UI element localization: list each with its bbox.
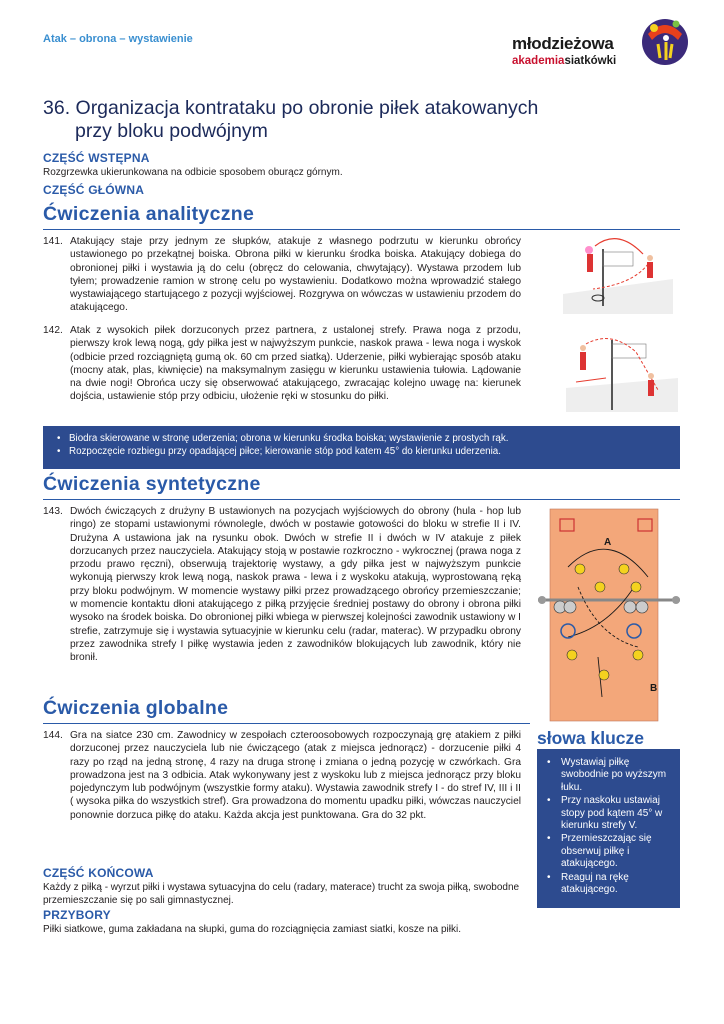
keyword-item: • Przy naskoku ustawiaj stopy pod kątem 45° w kierunku strefy V. xyxy=(547,795,674,832)
note-item: • Biodra skierowane w stronę uderzenia; obrona w kierunku środka boiska; wystawienie z prostych rąk. xyxy=(57,432,680,445)
note-item: • Rozpoczęcie rozbiegu przy opadającej piłce; kierowanie stóp pod katem 45° do kierunku uderzenia. xyxy=(57,445,680,458)
exercise-143: 143. Dwóch ćwiczących z drużyny B ustawionych na pozycjach wyjściowych do obrony (hula - hop lub ringo) ze stopami ustawionymi równolegle, dwóch w postawie gotowości do bloku w strefie II i IV. Drużyna A ustawiona jak na rysunku obok. Dwóch w strefie II i dwóch w IV atakuje z piłek dorzucanych przez nauczyciela. Atakujący stoją w postawie rozkroczno - wykrocznej (prawa noga z przodu prawo ręczni), obserwują trajektorię wystawy, a gdy piłka jest w najwyższym punkcie wykonują pierwszy krok lewą nogą, naskok prawa - lewa i z wyskoku atakują, wyprostowaną ręką przy bloku podwójnym. W momencie wystawy piłki przez prowadzącego obrońcy przemieszczanie; w momencie kontaktu dłoni atakującego z piłką przyjęcie średniej postawy do obrony i obrona piłki wysoko na środek boiska. Do obronionej piłki wbiega w pierwszej kolejności zawodnik ustawiony w I strefie, zatrzymuje się i wystawia sytuacyjnie w kierunku celu (radar, materac). W przypadku obrony przez zawodnika strefy I piłkę wystawia jeden z zawodników blokujących lub zawodnik, który nie bronił. xyxy=(43,506,521,664)
keyword-item: • Wystawiaj piłkę swobodnie po wyższym łuku. xyxy=(547,757,674,794)
team-b-label: B xyxy=(650,683,658,694)
logo-line2: akademiasiatkówki xyxy=(512,55,617,67)
main-heading: CZĘŚĆ GŁÓWNA xyxy=(43,183,145,197)
divider xyxy=(43,499,680,500)
logo xyxy=(512,14,690,74)
exercise-141: 141. Atakujący staje przy jednym ze słupków, atakuje z własnego podrzutu w kierunku obrońcy ustawionego po przekątnej boiska. Obrona piłki w kierunku środka boiska. Atakujący dobiega do obronionej piłki i wystawia ją do celu (obręcz do celowania, chwytający). Wystawa przodem lub tyłem; prowadzenie ramion w stronę celu po wystawieniu. Dodatkowo można wprowadzić stałego wystawiającego startującego z pozycji wyjściowej. Rozgrywa on wówczas w ustawieniu przodem do atakującego. xyxy=(43,236,521,314)
global-heading: Ćwiczenia globalne xyxy=(43,697,229,719)
exercise-143-court-diagram xyxy=(538,507,680,723)
intro-heading: CZĘŚĆ WSTĘPNA xyxy=(43,151,150,165)
divider xyxy=(43,229,680,230)
equipment-heading: PRZYBORY xyxy=(43,908,111,922)
keywords-box xyxy=(537,749,680,908)
logo-line1: młodzieżowa xyxy=(512,34,614,53)
exercise-142-figure xyxy=(566,330,678,412)
synthetic-heading: Ćwiczenia syntetyczne xyxy=(43,473,261,495)
page-title: 36. Organizacja kontrataku po obronie piłek atakowanych przy bloku podwójnym xyxy=(43,97,539,142)
logo-emblem-icon xyxy=(640,14,690,70)
keyword-item: • Przemieszczając się obserwuj piłkę i atakującego. xyxy=(547,833,674,870)
intro-text: Rozgrzewka ukierunkowana na odbicie sposobem oburącz górnym. xyxy=(43,167,343,178)
final-text: Każdy z piłką - wyrzut piłki i wystawa sytuacyjna do celu (radary, materace) trucht za swoja piłką, swobodne przemieszczanie się po sali gimnastycznej. xyxy=(43,882,520,906)
breadcrumb: Atak – obrona – wystawienie xyxy=(43,33,193,45)
analytic-notes xyxy=(43,426,680,469)
keyword-item: • Reaguj na rękę atakującego. xyxy=(547,872,674,897)
divider xyxy=(43,723,530,724)
analytic-heading: Ćwiczenia analityczne xyxy=(43,203,255,225)
equipment-text: Piłki siatkowe, guma zakładana na słupki, guma do rozciągnięcia zamiast siatki, kosze na piłki. xyxy=(43,924,461,935)
exercise-141-figure xyxy=(563,234,673,314)
team-a-label: A xyxy=(604,537,612,548)
final-heading: CZĘŚĆ KOŃCOWA xyxy=(43,866,154,880)
exercise-142: 142. Atak z wysokich piłek dorzuconych przez partnera, z ustalonej strefy. Prawa noga z przodu, pierwszy krok lewą nogą, gdy piłka jest w najwyższym punkcie, naskok prawa - lewa noga i wyskok (odbicie przed rozciągniętą gumą ok. 60 cm przed siatką). Uderzenie, piłki wybierając sposób ataku (mocny atak, plas, kiwnięcie) na maksymalnym zasięgu w kierunku ustawienia tułowia. Lądowanie na dwie nogi! Obrońca uczy się obserwować atakującego, zwracając kolejno uwagę na: kierunek dojścia, ustawienie stóp przy odbiciu, ułożenie ręki w stosunku do piłki. xyxy=(43,325,521,403)
keywords-heading: słowa klucze xyxy=(537,728,644,748)
exercise-144: 144. Gra na siatce 230 cm. Zawodnicy w zespołach czteroosobowych rozpoczynają grę atakiem z piłki dorzuconej przez nauczyciela lub nie ćwiczącego (atak z miejsca jednorącz) - dorzucenie piłki 4 razy po rząd na jedną stronę, 4 razy na druga stronę i zmiana o jedną pozycję w czwórkach. Gra prowadzona jest na 3 odbicia. Atak wykonywany jest z wyskoku lub z miejsca jednorącz przy bloku pojedynczym lub podwójnym (wszystkie formy ataku). Wystawia zawodnik strefy I - do stref IV, III i II ( wysoka piłka do wszystkich stref). Gra prowadzona do momentu upadku piłki, wówczas nauczyciel ponownie dorzuca piłkę do ataku. Każda akcja jest punktowana. Gra do 32 pkt. xyxy=(43,730,521,821)
